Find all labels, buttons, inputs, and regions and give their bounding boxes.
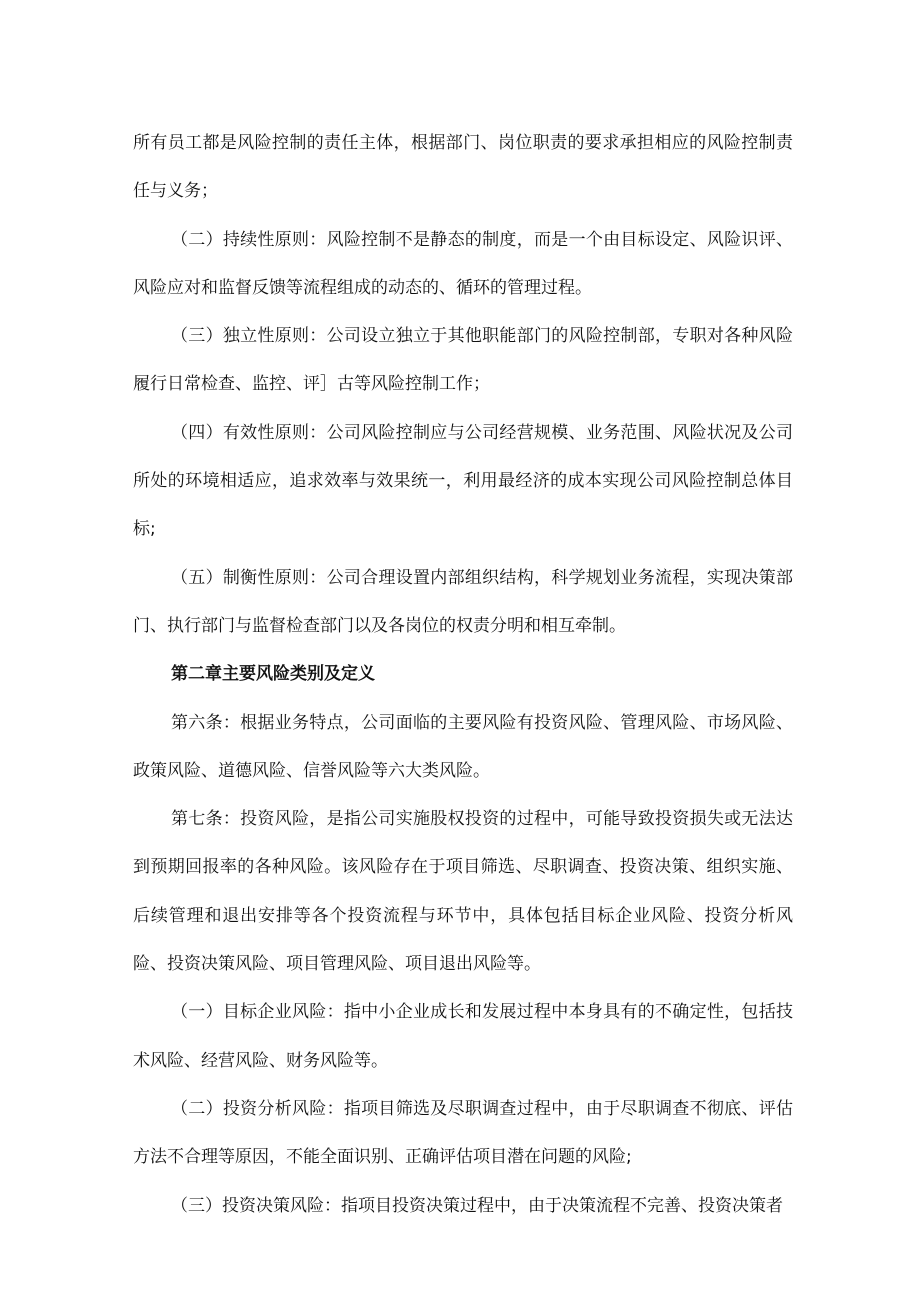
- chapter-heading: 第二章主要风险类别及定义: [171, 664, 375, 685]
- document-page: [133, 119, 793, 1230]
- paragraph-effectiveness-principle: （四）有效性原则：公司风险控制应与公司经营规模、业务范围、风险状况及公司所处的环境相适应，追求效率与效果统一，利用最经济的成本实现公司风险控制总体目标;: [133, 422, 793, 540]
- paragraph-investment-decision-risk: （三）投资决策风险：指项目投资决策过程中，由于决策流程不完善、投资决策者: [171, 1195, 783, 1216]
- paragraph-article-six: 第六条：根据业务特点，公司面临的主要风险有投资风险、管理风险、市场风险、政策风险、道德风险、信誉风险等六大类风险。: [133, 712, 793, 781]
- paragraph-checks-balances-principle: （五）制衡性原则：公司合理设置内部组织结构，科学规划业务流程，实现决策部门、执行部门与监督检查部门以及各岗位的权责分明和相互牵制。: [133, 567, 793, 636]
- paragraph-continuity-principle: （二）持续性原则：风险控制不是静态的制度，而是一个由目标设定、风险识评、风险应对和监督反馈等流程组成的动态的、循环的管理过程。: [133, 229, 793, 298]
- paragraph-article-seven: 第七条：投资风险，是指公司实施股权投资的过程中，可能导致投资损失或无法达到预期回报率的各种风险。该风险存在于项目筛选、尽职调查、投资决策、组织实施、后续管理和退出安排等各个投资流程与环节中，具体包括目标企业风险、投资分析风险、投资决策风险、项目管理风险、项目退出风险等。: [133, 809, 793, 975]
- paragraph-employee-responsibility: 所有员工都是风险控制的责任主体，根据部门、岗位职责的要求承担相应的风险控制责任与义务；: [133, 133, 793, 202]
- paragraph-target-enterprise-risk: （一）目标企业风险：指中小企业成长和发展过程中本身具有的不确定性，包括技术风险、经营风险、财务风险等。: [133, 1002, 793, 1071]
- paragraph-independence-principle: （三）独立性原则：公司设立独立于其他职能部门的风险控制部，专职对各种风险履行日常检查、监控、评］古等风险控制工作；: [133, 326, 793, 395]
- paragraph-investment-analysis-risk: （二）投资分析风险：指项目筛选及尽职调查过程中，由于尽职调查不彻底、评估方法不合理等原因，不能全面识别、正确评估项目潜在问题的风险;: [133, 1098, 793, 1168]
